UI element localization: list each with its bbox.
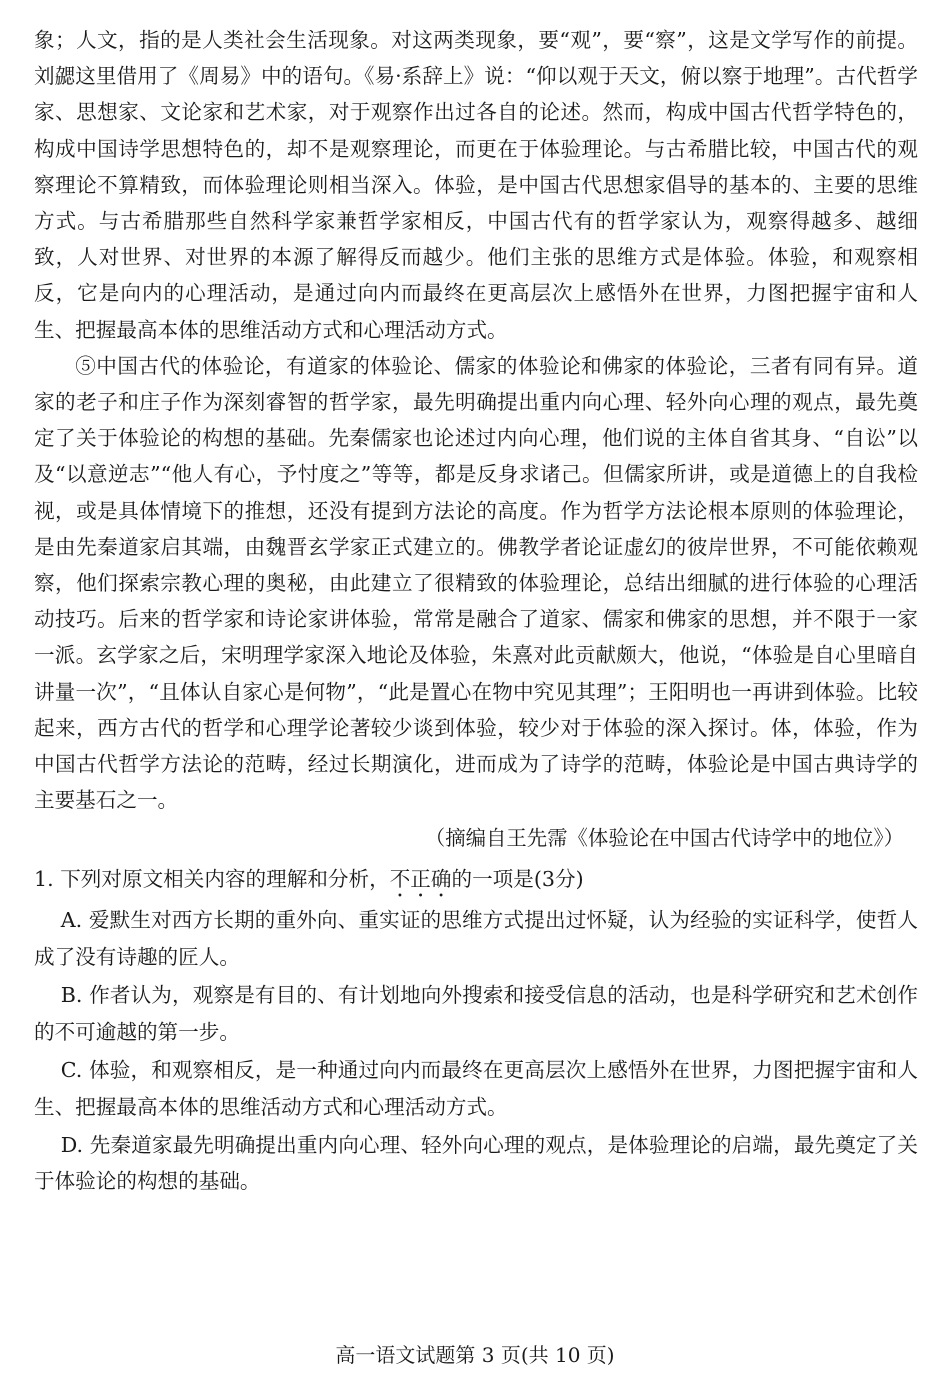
passage-paragraph-continued: 象；人文，指的是人类社会生活现象。对这两类现象，要“观”，要“察”，这是文学写作的前提。刘勰这里借用了《周易》中的语句。《易·系辞上》说：“仰以观于天文，俯以察于地理”。古代哲学家、思想家、文论家和艺术家，对于观察作出过各自的论述。然而，构成中国古代哲学特色的，构成中国诗学思想特色的，却不是观察理论，而更在于体验理论。与古希腊比较，中国古代的观察理论不算精致，而体验理论则相当深入。体验，是中国古代思想家倡导的基本的、主要的思维方式。与古希腊那些自然科学家兼哲学家相反，中国古代有的哲学家认为，观察得越多、越细致，人对世界、对世界的本源了解得反而越少。他们主张的思维方式是体验。体验，和观察相反，它是向内的心理活动，是通过向内而最终在更高层次上感悟外在世界，力图把握宇宙和人生、把握最高本体的思维活动方式和心理活动方式。 (34, 28, 918, 342)
passage-source-citation: （摘编自王先霈《体验论在中国古代诗学中的地位》） (424, 826, 904, 851)
question-1-stem-after: 的一项是(3分) (451, 867, 584, 892)
question-1-option-a: A. 爱默生对西方长期的重外向、重实证的思维方式提出过怀疑，认为经验的实证科学，使哲人成了没有诗趣的匠人。 (34, 908, 918, 969)
question-1-option-d: D. 先秦道家最先明确提出重内向心理、轻外向心理的观点，是体验理论的启端，最先奠定了关于体验论的构想的基础。 (34, 1132, 918, 1194)
question-1-stem (34, 860, 918, 902)
question-1-option-c: C. 体验，和观察相反，是一种通过向内而最终在更高层次上感悟外在世界，力图把握宇宙和人生、把握最高本体的思维活动方式和心理活动方式。 (34, 1058, 918, 1119)
question-1-option-b: B. 作者认为，观察是有目的、有计划地向外搜索和接受信息的活动，也是科学研究和艺术创作的不可逾越的第一步。 (34, 983, 918, 1044)
question-1-stem-emphasis: 不正确 (389, 867, 452, 892)
page-footer: 高一语文试题第 3 页(共 10 页) (335, 1343, 615, 1367)
exam-page-content (34, 22, 918, 1200)
passage-paragraph-5: ⑤中国古代的体验论，有道家的体验论、儒家的体验论和佛家的体验论，三者有同有异。道家的老子和庄子作为深刻睿智的哲学家，最先明确提出重内向心理、轻外向心理的观点，最先奠定了关于体验论的构想的基础。先秦儒家也论述过内向心理，他们说的主体自省其身、“自讼”以及“以意逆志”“他人有心，予忖度之”等等，都是反身求诸己。但儒家所讲，或是道德上的自我检视，或是具体情境下的推想，还没有提到方法论的高度。作为哲学方法论根本原则的体验理论，是由先秦道家启其端，由魏晋玄学家正式建立的。佛教学者论证虚幻的彼岸世界，不可能依赖观察，他们探索宗教心理的奥秘，由此建立了很精致的体验理论，总结出细腻的进行体验的心理活动技巧。后来的哲学家和诗论家讲体验，常常是融合了道家、儒家和佛家的思想，并不限于一家一派。玄学家之后，宋明理学家深入地论及体验，朱熹对此贡献颇大，他说，“体验是自心里暗自讲量一次”，“且体认自家心是何物”，“此是置心在物中究见其理”；王阳明也一再讲到体验。比较起来，西方古代的哲学和心理学论著较少谈到体验，较少对于体验的深入探讨。体，体验，作为中国古代哲学方法论的范畴，经过长期演化，进而成为了诗学的范畴，体验论是中国古典诗学的主要基石之一。 (34, 353, 918, 813)
question-1-stem-before: 1. 下列对原文相关内容的理解和分析， (34, 867, 390, 892)
question-1 (34, 860, 918, 1199)
